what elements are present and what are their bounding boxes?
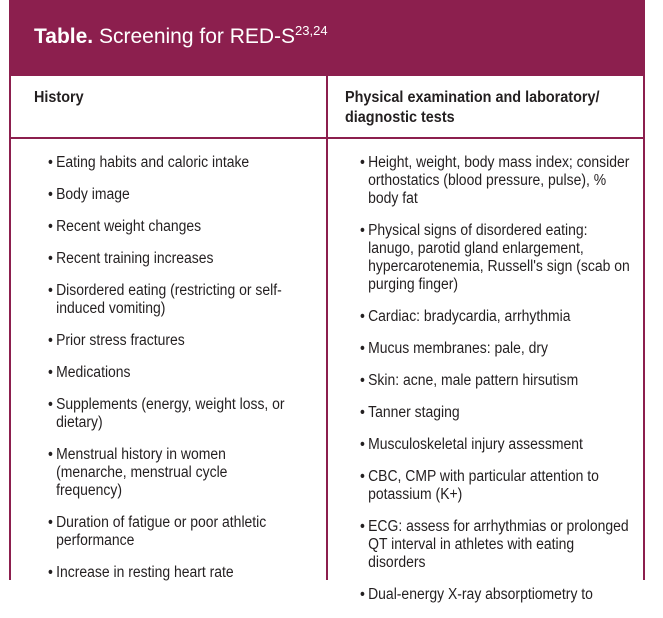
list-item: • Physical signs of disordered eating: lanugo, parotid gland enlargement, hypercarotenemia, Russell's sign (scab on purging finger)	[360, 222, 630, 294]
table-title-refs: 23,24	[295, 23, 328, 38]
table-title-label: Table.	[34, 25, 94, 48]
list-item: • Recent training increases	[48, 250, 291, 268]
list-item: • Body image	[48, 186, 291, 204]
list-item: • Increase in resting heart rate	[48, 564, 291, 582]
list-item: • Height, weight, body mass index; consider orthostatics (blood pressure, pulse), % body fat	[360, 154, 630, 208]
list-item: • Eating habits and caloric intake	[48, 154, 291, 172]
list-item: • ECG: assess for arrhythmias or prolonged QT interval in athletes with eating disorders	[360, 518, 630, 572]
list-item: • Musculoskeletal injury assessment	[360, 436, 630, 454]
table-title-text: Screening for RED-S	[93, 25, 296, 48]
list-item: • Prior stress fractures	[48, 332, 291, 350]
list-item: • Medications	[48, 364, 291, 382]
left-border	[9, 74, 11, 580]
list-item: • Supplements (energy, weight loss, or dietary)	[48, 396, 291, 432]
list-item: • Tanner staging	[360, 404, 630, 422]
list-item: • Disordered eating (restricting or self-induced vomiting)	[48, 282, 291, 318]
column-header-history: History	[34, 89, 84, 106]
column-header-physical-exam: Physical examination and laboratory/ diagnostic tests	[345, 89, 600, 126]
table-title-bar	[9, 0, 645, 74]
list-item: • Dual-energy X-ray absorptiometry to	[360, 586, 630, 604]
list-item: • Menstrual history in women (menarche, menstrual cycle frequency)	[48, 446, 291, 500]
exam-tests-list	[360, 154, 660, 618]
list-item: • Duration of fatigue or poor athletic performance	[48, 514, 291, 550]
table-title	[34, 24, 328, 50]
list-item: • Skin: acne, male pattern hirsutism	[360, 372, 630, 390]
list-item: • Recent weight changes	[48, 218, 291, 236]
list-item: • Cardiac: bradycardia, arrhythmia	[360, 308, 630, 326]
list-item: • CBC, CMP with particular attention to potassium (K+)	[360, 468, 630, 504]
history-list	[48, 154, 318, 596]
column-divider	[326, 74, 328, 580]
list-item: • Mucus membranes: pale, dry	[360, 340, 630, 358]
